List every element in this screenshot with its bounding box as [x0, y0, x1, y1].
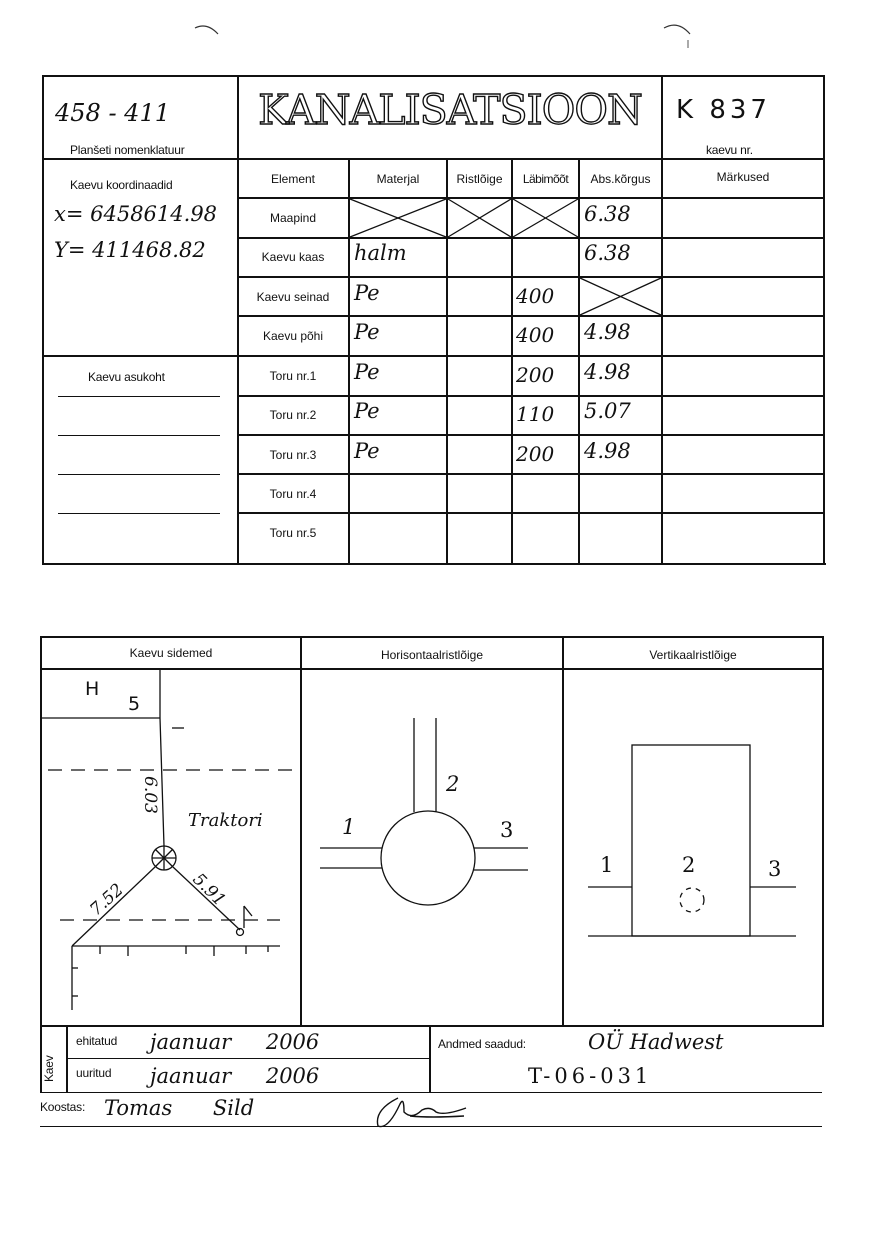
row-material-value: Pe [354, 399, 380, 423]
links-h-label: H [85, 678, 100, 700]
links-dist-left: 7.52 [86, 879, 128, 921]
row-diameter-value: 200 [516, 363, 555, 387]
data-source-ref: T-06-031 [528, 1064, 653, 1088]
sheet-number-label: Planšeti nomenklatuur [70, 143, 185, 157]
row-material-value: halm [354, 241, 407, 265]
row-material-value: Pe [354, 439, 380, 463]
row-element-label: Toru nr.2 [269, 408, 317, 422]
row-material-value: Pe [354, 360, 380, 384]
row-height-value: 6.38 [584, 202, 631, 226]
compiled-label: Koostas: [40, 1100, 86, 1114]
row-height-value: 6.38 [584, 241, 631, 265]
vertical-pipe-1: 1 [600, 853, 614, 877]
coord-x-value: x= 6458614.98 [54, 202, 218, 226]
sketch-header-vertical: Vertikaalristlõige [649, 648, 737, 662]
well-number-label: kaevu nr. [706, 143, 753, 157]
row-element-label: Kaevu kaas [261, 250, 325, 264]
row-height-value: 4.98 [584, 320, 631, 344]
col-header-material: Materjal [376, 172, 420, 186]
links-five-label: 5 [128, 693, 141, 715]
row-element-label: Kaevu põhi [262, 329, 324, 343]
col-header-height: Abs.kõrgus [590, 172, 651, 186]
well-number-value: K 837 [676, 95, 771, 125]
col-header-element: Element [270, 172, 316, 186]
links-dist-right: 5.91 [188, 869, 230, 911]
sketch-header-horizontal: Horisontaalristlõige [380, 648, 484, 662]
col-header-cross: Ristlõige [456, 172, 503, 186]
row-material-value: Pe [354, 281, 380, 305]
compiled-value: Tomas Sild [104, 1096, 255, 1120]
row-element-label: Kaevu seinad [256, 290, 330, 304]
signature-mark [370, 1092, 480, 1132]
row-diameter-value: 400 [516, 323, 555, 347]
measured-value: jaanuar 2006 [150, 1064, 320, 1088]
row-diameter-value: 200 [516, 442, 555, 466]
page-title: KANALISATSIOON [258, 86, 642, 134]
row-height-value: 4.98 [584, 360, 631, 384]
row-diameter-value: 110 [516, 402, 555, 426]
horizontal-pipe-1: 1 [342, 815, 356, 839]
built-value: jaanuar 2006 [150, 1030, 320, 1054]
links-note: Traktori [188, 810, 263, 831]
horizontal-pipe-2: 2 [446, 772, 460, 796]
row-element-label: Toru nr.5 [269, 526, 317, 540]
row-element-label: Toru nr.3 [269, 448, 317, 462]
row-element-label: Toru nr.1 [269, 369, 317, 383]
row-height-value: 5.07 [584, 399, 631, 423]
row-material-value: Pe [354, 320, 380, 344]
location-label: Kaevu asukoht [88, 370, 165, 384]
row-height-value: 4.98 [584, 439, 631, 463]
data-source-label: Andmed saadud: [438, 1037, 526, 1051]
row-diameter-value: 400 [516, 284, 555, 308]
data-source-value: OÜ Hadwest [588, 1030, 724, 1054]
coord-y-value: Y= 411468.82 [54, 238, 206, 262]
sheet-number-value: 458 - 411 [55, 99, 170, 127]
links-dist-vertical: 6.03 [140, 776, 160, 814]
coords-label: Kaevu koordinaadid [70, 178, 173, 192]
measured-label: uuritud [76, 1066, 112, 1080]
col-header-diameter: Läbimõõt [522, 172, 569, 186]
sketch-header-links: Kaevu sidemed [129, 646, 213, 660]
vertical-pipe-2: 2 [682, 853, 696, 877]
row-element-label: Toru nr.4 [269, 487, 317, 501]
vertical-pipe-3: 3 [768, 857, 782, 881]
built-label: ehitatud [76, 1034, 118, 1048]
row-element-label: Maapind [269, 211, 317, 225]
horizontal-pipe-3: 3 [500, 818, 514, 842]
kaev-label: Kaev [42, 1055, 56, 1082]
col-header-notes: Märkused [716, 170, 770, 184]
